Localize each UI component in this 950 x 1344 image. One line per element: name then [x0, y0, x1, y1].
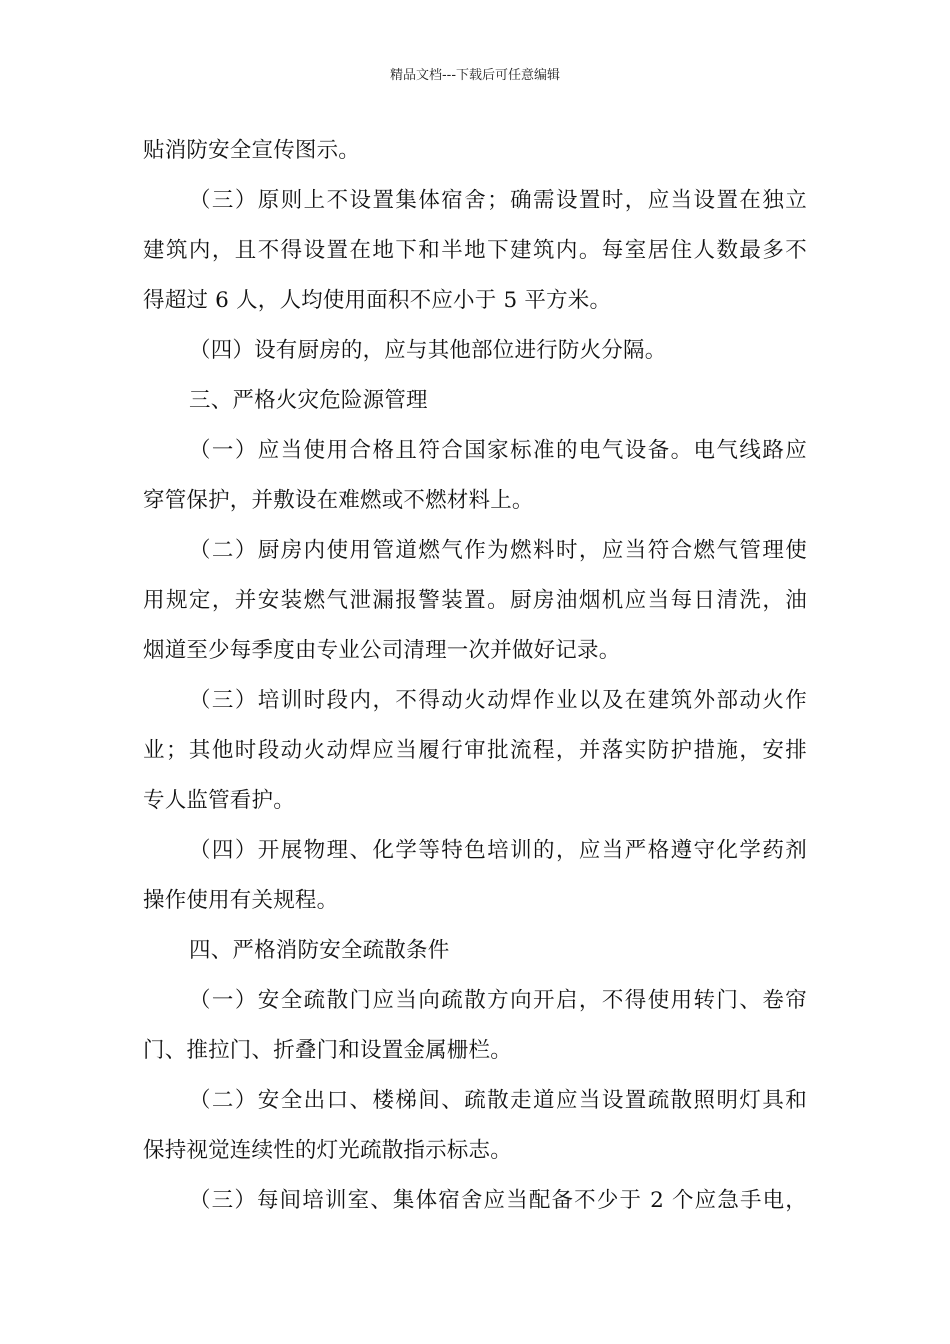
page-header: 精品文档---下载后可任意编辑	[389, 68, 561, 83]
paragraph-line: 烟道至少每季度由专业公司清理一次并做好记录。	[143, 638, 621, 663]
paragraph-line: （三）培训时段内，不得动火动焊作业以及在建筑外部动火作	[189, 688, 807, 713]
paragraph-line: 保持视觉连续性的灯光疏散指示标志。	[143, 1138, 512, 1163]
paragraph-line: 专人监管看护。	[143, 788, 295, 813]
paragraph-line: （四）开展物理、化学等特色培训的，应当严格遵守化学药剂	[189, 838, 807, 863]
paragraph-line: （三）原则上不设置集体宿舍；确需设置时，应当设置在独立	[189, 188, 807, 213]
paragraph-line: （二）厨房内使用管道燃气作为燃料时，应当符合燃气管理使	[189, 538, 807, 563]
paragraph-line: （四）设有厨房的，应与其他部位进行防火分隔。	[189, 338, 667, 363]
paragraph-line: （三）每间培训室、集体宿舍应当配备不少于 2 个应急手电，	[189, 1188, 807, 1213]
paragraph-line: 贴消防安全宣传图示。	[143, 138, 361, 163]
paragraph-line: 建筑内，且不得设置在地下和半地下建筑内。每室居住人数最多不	[143, 238, 807, 263]
paragraph-line: 操作使用有关规程。	[143, 888, 339, 913]
paragraph-line: 得超过 6 人，人均使用面积不应小于 5 平方米。	[143, 288, 612, 313]
section-heading: 三、严格火灾危险源管理	[189, 388, 428, 413]
paragraph-line: （一）安全疏散门应当向疏散方向开启，不得使用转门、卷帘	[189, 988, 807, 1013]
paragraph-line: 穿管保护，并敷设在难燃或不燃材料上。	[143, 488, 534, 513]
paragraph-line: （一）应当使用合格且符合国家标准的电气设备。电气线路应	[189, 438, 807, 463]
paragraph-line: 用规定，并安装燃气泄漏报警装置。厨房油烟机应当每日清洗，油	[143, 588, 807, 613]
document-body	[143, 134, 807, 1234]
paragraph-line: （二）安全出口、楼梯间、疏散走道应当设置疏散照明灯具和	[189, 1088, 807, 1113]
paragraph-line: 业；其他时段动火动焊应当履行审批流程，并落实防护措施，安排	[143, 738, 807, 763]
paragraph-line: 门、推拉门、折叠门和设置金属栅栏。	[143, 1038, 512, 1063]
section-heading: 四、严格消防安全疏散条件	[189, 938, 450, 963]
